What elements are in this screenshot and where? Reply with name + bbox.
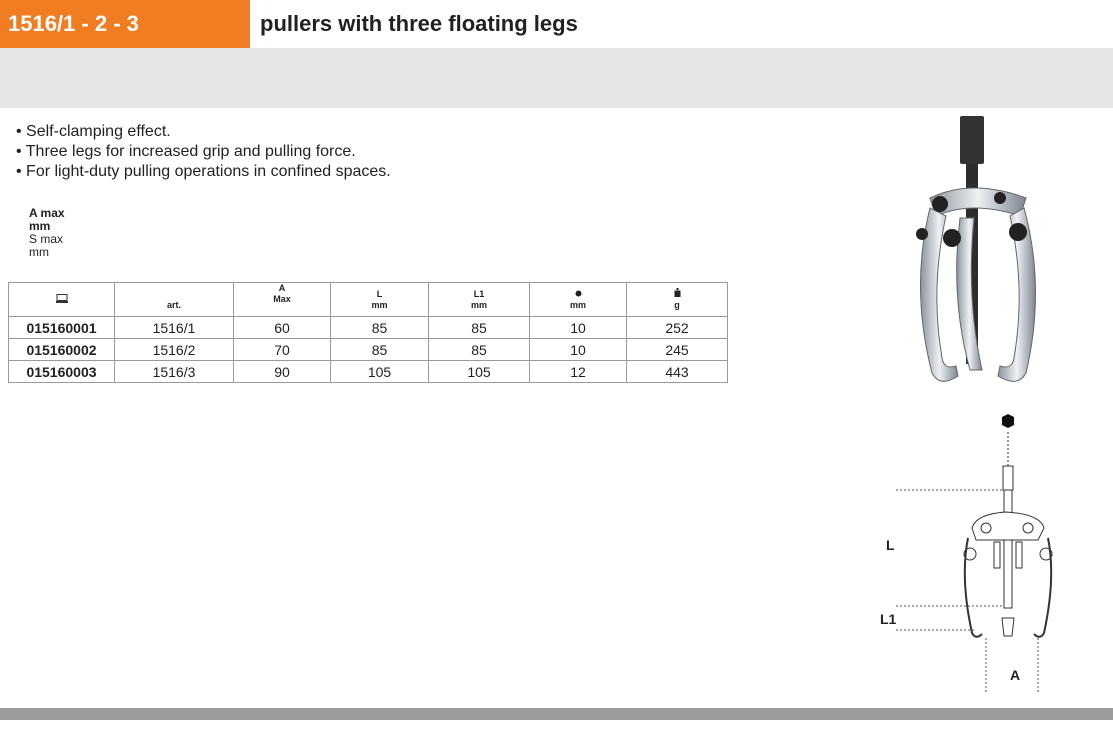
header-bottom: Max <box>273 294 291 304</box>
weight-icon <box>674 288 681 297</box>
header-top: L <box>376 288 383 299</box>
drawing-label-l: L <box>886 537 895 553</box>
header-bottom: mm <box>569 299 586 310</box>
header-a <box>234 283 331 317</box>
table-row <box>9 361 728 383</box>
cell-a: 70 <box>234 339 331 361</box>
cell-l: 85 <box>331 339 429 361</box>
feature-item: • For light-duty pulling operations in confined spaces. <box>16 162 391 182</box>
cell-code: 015160001 <box>9 317 115 339</box>
drawing-label-a: A <box>1010 667 1021 683</box>
technical-drawing <box>876 408 1076 698</box>
cell-weight: 443 <box>627 361 728 383</box>
cell-a: 60 <box>234 317 331 339</box>
a-max-label: A max <box>29 206 65 220</box>
header-band <box>0 48 1113 108</box>
header-bottom: art. <box>166 299 181 310</box>
cell-l1: 85 <box>429 339 530 361</box>
page-title: pullers with three floating legs <box>260 11 578 36</box>
cell-code: 015160003 <box>9 361 115 383</box>
spec-table <box>8 282 728 383</box>
product-photo <box>900 108 1056 398</box>
header-bottom: mm <box>470 299 487 310</box>
cell-art: 1516/1 <box>115 317 234 339</box>
product-code: 1516/1 - 2 - 3 <box>0 0 250 48</box>
dimension-legend <box>29 207 65 259</box>
a-max-unit: mm <box>29 219 51 233</box>
cell-l1: 85 <box>429 317 530 339</box>
header-weight <box>627 283 728 317</box>
header-bottom: mm <box>371 299 388 310</box>
drawing-label-l1: L1 <box>880 611 897 627</box>
s-max-label: S max <box>29 232 64 246</box>
header-top: A <box>278 283 286 293</box>
cell-weight: 252 <box>627 317 728 339</box>
feature-list <box>16 122 391 182</box>
header-barcode <box>9 283 115 317</box>
footer-bar <box>0 708 1113 720</box>
header-diameter <box>530 283 627 317</box>
cell-weight: 245 <box>627 339 728 361</box>
feature-item: • Self-clamping effect. <box>16 122 391 142</box>
header-l1 <box>429 283 530 317</box>
header-l <box>331 283 429 317</box>
cell-art: 1516/2 <box>115 339 234 361</box>
cell-diameter: 10 <box>530 339 627 361</box>
header-art <box>115 283 234 317</box>
s-max-unit: mm <box>29 245 49 259</box>
table-header-row <box>9 283 728 317</box>
cell-l: 105 <box>331 361 429 383</box>
barcode-icon <box>56 294 68 303</box>
table-row <box>9 317 728 339</box>
dot-icon <box>575 290 582 297</box>
table-row <box>9 339 728 361</box>
cell-diameter: 10 <box>530 317 627 339</box>
header-bottom: g <box>674 300 680 310</box>
cell-diameter: 12 <box>530 361 627 383</box>
cell-code: 015160002 <box>9 339 115 361</box>
cell-art: 1516/3 <box>115 361 234 383</box>
header-top: L1 <box>473 288 485 299</box>
feature-item: • Three legs for increased grip and pulling force. <box>16 142 391 162</box>
cell-l: 85 <box>331 317 429 339</box>
cell-a: 90 <box>234 361 331 383</box>
cell-l1: 105 <box>429 361 530 383</box>
